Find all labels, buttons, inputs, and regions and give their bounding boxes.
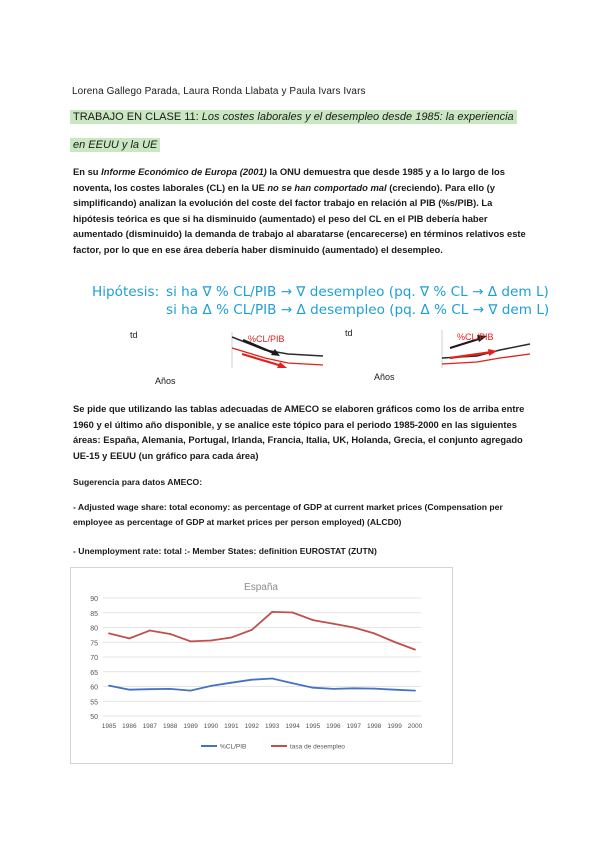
y-tick-label: 55 — [90, 699, 98, 707]
y-tick-label: 85 — [90, 610, 98, 618]
series-line-0 — [109, 679, 415, 691]
hypothesis-line1: si ha ∇ % CL/PIB → ∇ desempleo (pq. ∇ % CL → Δ dem L) — [166, 284, 549, 300]
data-point — [231, 637, 233, 639]
data-point — [394, 641, 396, 643]
x-tick-label: 1995 — [305, 723, 321, 730]
data-point — [231, 682, 233, 684]
right-red-arrowhead — [488, 349, 497, 356]
task-paragraph: Se pide que utilizando las tablas adecuadas de AMECO se elaboren gráficos como los de arriba entre 1960 y el último año disponible, y se analice este tópico para el periodo 1985-2000 en las siguientes áreas: España, Alemania, Portugal, Irlanda, Francia, Italia, UK, Holanda, Grecia, el conjunto agregado UE-15 y EEUU (un gráfico para cada área) — [73, 403, 525, 461]
left-x-label: Años — [155, 376, 176, 386]
intro-paragraph — [73, 164, 533, 258]
x-tick-label: 1989 — [183, 723, 198, 730]
intro-text-italic-2: no se han comportado mal — [267, 181, 387, 193]
x-tick-label: 1987 — [142, 723, 158, 730]
legend-label: tasa de desempleo — [290, 743, 345, 751]
legend-label: %CL/PIB — [220, 743, 247, 751]
data-point — [108, 685, 110, 687]
y-tick-label: 75 — [90, 640, 98, 648]
x-tick-label: 1994 — [285, 723, 300, 730]
y-tick-label: 60 — [90, 684, 98, 692]
data-point — [271, 678, 273, 680]
right-series-label: %CL/PIB — [457, 332, 494, 342]
x-tick-label: 1992 — [244, 723, 260, 730]
data-point — [414, 690, 416, 692]
x-tick-label: 1988 — [162, 723, 178, 730]
data-point — [292, 612, 294, 614]
data-point — [414, 649, 416, 651]
title-italic: Los costes laborales y el desempleo desde 1985: la experiencia — [201, 111, 514, 123]
suggestion-item-2: - Unemployment rate: total :- Member States: definition EUROSTAT (ZUTN) — [73, 546, 377, 556]
data-point — [333, 623, 335, 625]
assignment-title-line2: en EEUU y la UE — [70, 138, 160, 152]
y-tick-label: 50 — [90, 714, 98, 721]
x-tick-label: 1998 — [366, 723, 382, 730]
title-prefix: TRABAJO EN CLASE 11: — [73, 111, 202, 123]
left-series-label: %CL/PIB — [248, 334, 285, 344]
data-point — [129, 689, 131, 691]
x-tick-label: 1991 — [224, 723, 239, 730]
assignment-title — [70, 110, 517, 124]
data-point — [169, 688, 171, 690]
data-point — [251, 629, 253, 631]
y-tick-label: 90 — [90, 596, 98, 603]
data-point — [210, 640, 212, 642]
spain-chart-svg — [71, 568, 452, 763]
suggestion-title: Sugerencia para datos AMECO: — [73, 477, 203, 487]
data-point — [149, 630, 151, 632]
y-tick-label: 80 — [90, 625, 98, 633]
spain-chart — [70, 567, 453, 764]
hypothesis-line2: si ha Δ % CL/PIB → Δ desempleo (pq. Δ % CL → ∇ dem L) — [166, 302, 550, 318]
x-tick-label: 1999 — [387, 723, 402, 730]
y-tick-label: 65 — [90, 669, 98, 677]
x-tick-label: 1996 — [326, 723, 341, 730]
intro-text-italic-1: Informe Económico de Europa (2001) — [101, 166, 267, 177]
data-point — [394, 689, 396, 691]
x-tick-label: 2000 — [407, 723, 423, 730]
left-red-line — [232, 348, 323, 365]
x-tick-label: 1993 — [264, 723, 280, 730]
chart-title: España — [244, 582, 278, 593]
data-point — [108, 633, 110, 635]
intro-text-3: (creciendo). Para ello (y simplificando) analizan la evolución del coste del factor trabajo en relación al PIB (%s/PIB). La hipótesis teórica es que si ha disminuido (aumentado) el peso del CL en el PIB debería haber aumentado (disminuido) la demanda de trabajo al abaratarse (encarecerse) en términos relativos este factor, por lo que en ese área debería haber disminuido (aumentado) el desempleo. — [73, 181, 526, 255]
hypothesis-label: Hipótesis: — [92, 284, 160, 300]
data-point — [190, 690, 192, 692]
x-tick-label: 1986 — [122, 723, 137, 730]
right-red-line — [442, 354, 530, 364]
data-point — [312, 687, 314, 689]
intro-text-2: la ONU demuestra que desde 1985 y a lo largo de los noventa, los costes laborales (CL) en la UE — [73, 166, 505, 193]
data-point — [149, 688, 151, 690]
x-tick-label: 1990 — [203, 723, 219, 730]
data-point — [292, 682, 294, 684]
authors: Lorena Gallego Parada, Laura Ronda Llabata y Paula Ivars Ivars — [72, 86, 366, 97]
left-y-label: td — [130, 330, 138, 340]
data-point — [373, 633, 375, 635]
y-tick-label: 70 — [90, 655, 98, 662]
data-point — [169, 633, 171, 635]
x-tick-label: 1985 — [101, 723, 117, 730]
data-point — [312, 619, 314, 621]
data-point — [251, 679, 253, 681]
intro-text-1: En su — [73, 166, 102, 177]
data-point — [353, 627, 355, 629]
data-point — [271, 611, 273, 613]
data-point — [129, 638, 131, 640]
data-point — [333, 688, 335, 690]
data-point — [210, 685, 212, 687]
right-red-arrow — [450, 352, 492, 358]
hypothesis-sketches — [120, 320, 550, 395]
x-tick-label: 1997 — [346, 723, 362, 730]
data-point — [353, 687, 355, 689]
right-x-label: Años — [374, 372, 395, 382]
series-line-1 — [109, 612, 415, 650]
right-y-label: td — [345, 328, 353, 338]
data-point — [190, 640, 192, 642]
suggestion-item-1: - Adjusted wage share: total economy: as percentage of GDP at current market prices (Compensation per employee as percentage of GDP at market prices per person employed) (ALCD0) — [73, 502, 503, 527]
data-point — [373, 688, 375, 690]
